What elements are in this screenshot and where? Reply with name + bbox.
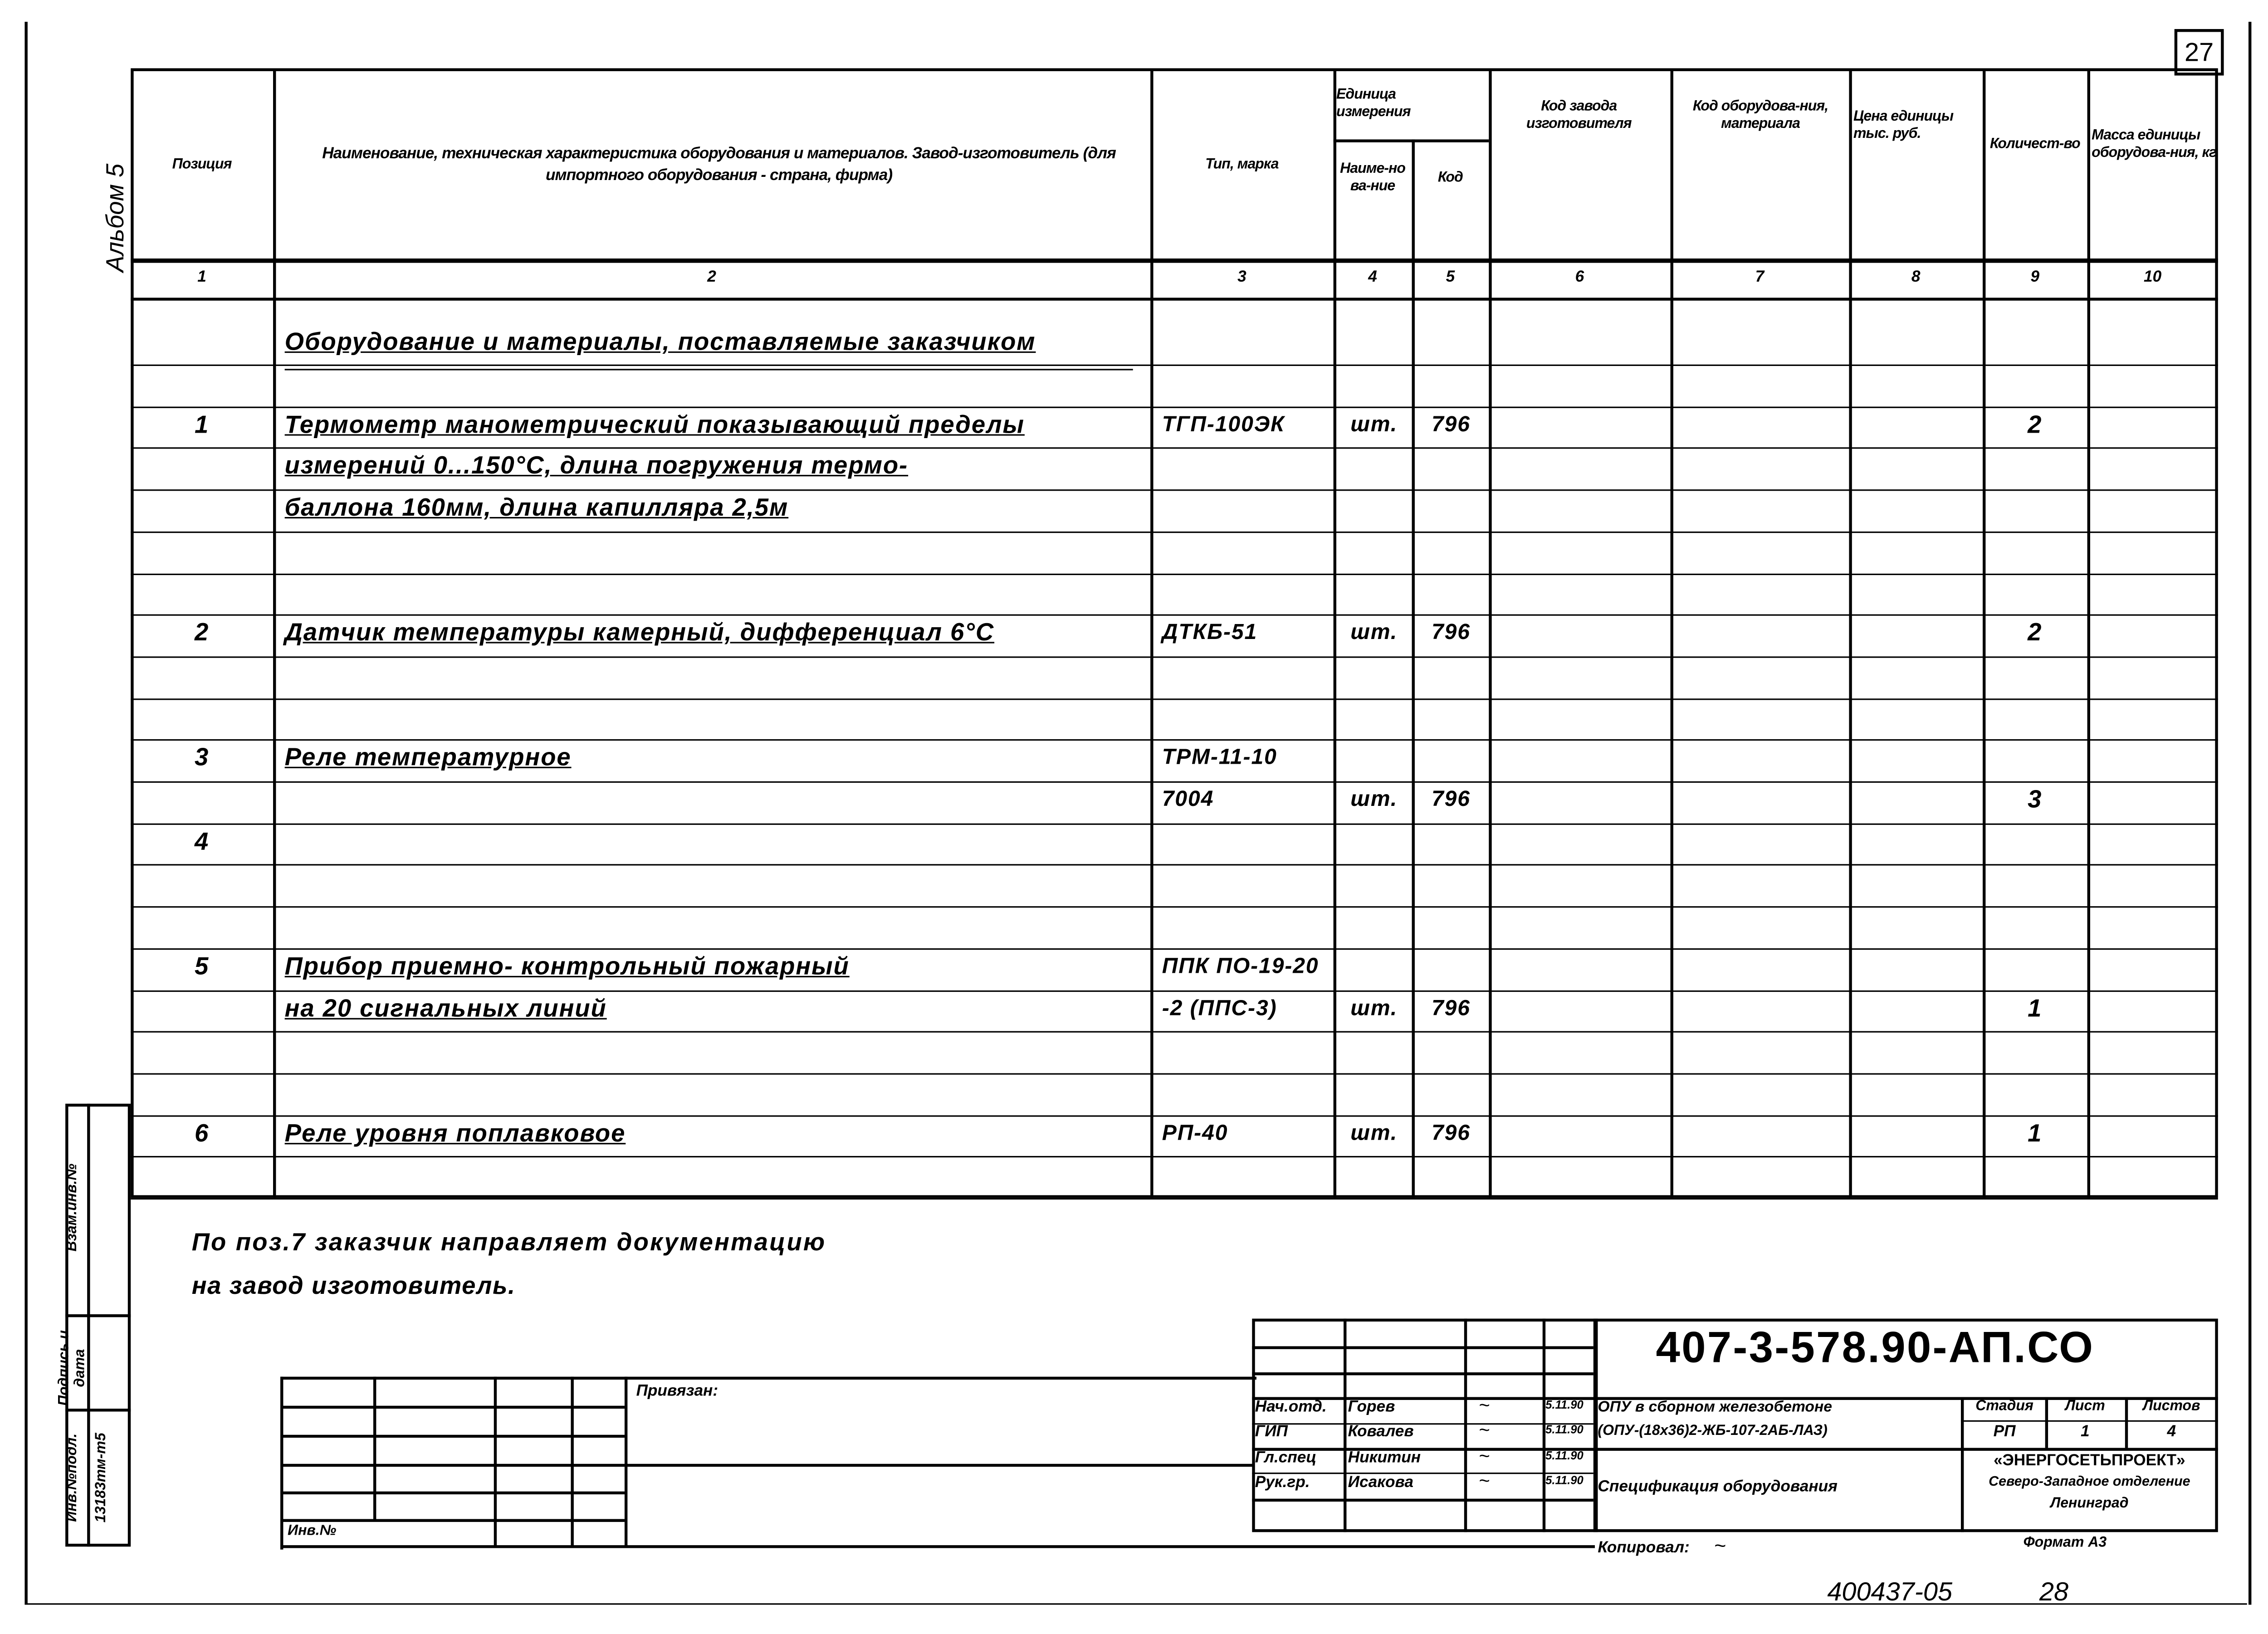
copied-by-label: Копировал: <box>1598 1539 1690 1557</box>
cell-code <box>1416 488 1486 529</box>
cell-unit: шт. <box>1350 995 1398 1020</box>
cell-qty <box>1983 863 2087 904</box>
cell-pos: 2 <box>194 619 210 647</box>
tb-line <box>1252 1346 1593 1349</box>
stage-value: РП <box>1993 1423 2016 1441</box>
cell-code <box>1416 946 1486 987</box>
stamp-inv-orig-value: 13183тм-т5 <box>93 1433 110 1523</box>
col-line <box>1334 68 1336 1198</box>
cell-unit: шт. <box>1350 620 1398 645</box>
header-type: Тип, марка <box>1205 156 1279 172</box>
header-unit-group: Единица измерения <box>1336 87 1411 121</box>
col-line <box>1489 68 1491 1198</box>
row-line <box>131 1156 2218 1158</box>
header-position: Позиция <box>172 156 232 172</box>
cell-unit <box>1339 905 1409 946</box>
cell-pos <box>131 488 273 529</box>
cell-unit <box>1339 738 1409 779</box>
cell-unit <box>1339 821 1409 862</box>
col-line <box>273 68 276 1198</box>
cell-pos <box>131 363 273 404</box>
project-line-2: (ОПУ-(18x36)2-ЖБ-107-2АБ-ЛАЗ) <box>1598 1423 1828 1439</box>
signatory-date: 5.11.90 <box>1545 1398 1584 1412</box>
header-mass: Масса единицы оборудова-ния, кг <box>2092 127 2216 161</box>
sheets-label: Листов <box>2143 1398 2200 1415</box>
cell-qty <box>1983 738 2087 779</box>
signature: ~ <box>1478 1469 1490 1492</box>
signatory-role: Нач.отд. <box>1255 1398 1327 1416</box>
section-title: Оборудование и материалы, поставляемые заказчиком <box>284 328 1036 356</box>
document-designation: 407-3-578.90-АП.СО <box>1656 1324 2095 1373</box>
cell-code <box>1416 697 1486 737</box>
cell-qty <box>1983 488 2087 529</box>
stamp-inv-orig: Инв.№подл. <box>64 1433 81 1522</box>
section-title-arrow <box>285 369 1133 370</box>
header-factory-code: Код завода изготовителя <box>1526 98 1632 132</box>
note-line-1: По поз.7 заказчик направляет документацию <box>191 1229 826 1256</box>
col-number: 5 <box>1446 268 1455 286</box>
cell-code <box>1416 530 1486 571</box>
binding-line <box>280 1435 625 1438</box>
cell-qty: 1 <box>2028 1119 2043 1147</box>
row-line <box>131 865 2218 866</box>
cell-pos <box>131 571 273 612</box>
cell-pos <box>131 988 273 1029</box>
binding-line <box>280 1464 1253 1467</box>
format-label: Формат А3 <box>2023 1535 2107 1551</box>
cell-code <box>1416 1030 1486 1071</box>
note-line-2: на завод изготовитель. <box>191 1272 516 1300</box>
cell-qty: 1 <box>2028 994 2043 1022</box>
row-line <box>131 365 2218 366</box>
frame-right-line <box>2248 22 2251 1605</box>
binding-line <box>625 1377 627 1547</box>
tb-line <box>1961 1420 2218 1422</box>
cell-qty <box>1983 446 2087 487</box>
cell-pos: 6 <box>194 1119 210 1147</box>
signatory-name: Исакова <box>1348 1473 1413 1492</box>
cell-qty <box>1983 363 2087 404</box>
cell-code <box>1416 905 1486 946</box>
project-line-1: ОПУ в сборном железобетоне <box>1598 1398 1833 1416</box>
cell-qty <box>1983 1030 2087 1071</box>
cell-name: на 20 сигнальных линий <box>284 994 607 1022</box>
row-line <box>131 906 2218 907</box>
row-line <box>131 1073 2218 1074</box>
signatory-date: 5.11.90 <box>1545 1449 1584 1462</box>
signatory-role: Гл.спец <box>1255 1449 1317 1466</box>
sheet-title: Спецификация оборудования <box>1598 1478 1838 1496</box>
signatory-role: Рук.гр. <box>1255 1473 1310 1492</box>
signatory-name: Горев <box>1348 1398 1395 1416</box>
cell-qty <box>1983 655 2087 696</box>
cell-unit <box>1339 863 1409 904</box>
cell-name: Реле уровня поплавковое <box>284 1119 626 1147</box>
cell-name: баллона 160мм, длина капилляра 2,5м <box>284 494 789 522</box>
cell-code: 796 <box>1432 412 1471 437</box>
col-number: 10 <box>2144 268 2162 286</box>
cell-unit <box>1339 655 1409 696</box>
cell-pos <box>131 863 273 904</box>
cell-code: 796 <box>1432 1120 1471 1146</box>
cell-pos <box>131 446 273 487</box>
cell-unit <box>1339 363 1409 404</box>
col-number: 2 <box>707 268 716 286</box>
cell-pos: 1 <box>194 410 210 439</box>
header-quantity: Количест-во <box>1989 137 2080 153</box>
cell-qty <box>1983 530 2087 571</box>
tb-line <box>1252 1499 1593 1502</box>
cell-pos <box>131 697 273 737</box>
signature: ~ <box>1478 1444 1490 1466</box>
copier-signature: ~ <box>1714 1533 1726 1557</box>
signatory-role: ГИП <box>1255 1424 1288 1441</box>
binding-line <box>280 1492 625 1494</box>
cell-code <box>1416 821 1486 862</box>
cell-type: РП-40 <box>1162 1120 1228 1146</box>
header-unit-code: Код <box>1437 170 1463 186</box>
row-line <box>131 298 2218 300</box>
signatory-date: 5.11.90 <box>1545 1424 1584 1437</box>
col-number: 3 <box>1237 268 1246 286</box>
cell-pos <box>131 1155 273 1196</box>
header-equipment-code: Код оборудова-ния, материала <box>1692 98 1828 132</box>
signature: ~ <box>1478 1394 1490 1416</box>
col-line <box>2087 68 2090 1198</box>
cell-pos <box>131 905 273 946</box>
cell-code <box>1416 1155 1486 1196</box>
binding-line <box>280 1545 1595 1548</box>
sheet-value: 1 <box>2080 1423 2090 1441</box>
cell-pos: 4 <box>194 827 210 855</box>
cell-unit: шт. <box>1350 787 1398 812</box>
cell-qty: 2 <box>2028 619 2043 647</box>
inv-label: Инв.№ <box>288 1523 337 1540</box>
cell-pos: 5 <box>194 952 210 980</box>
cell-pos <box>131 655 273 696</box>
cell-unit <box>1339 946 1409 987</box>
header-name: Наименование, техническая характеристика оборудования и материалов. Завод-изготовитель (для импортного оборудования - страна, фирма) <box>322 144 1116 184</box>
cell-unit <box>1339 488 1409 529</box>
cell-qty: 3 <box>2028 785 2043 814</box>
cell-type: -2 (ППС-3) <box>1162 995 1277 1020</box>
binding-label: Привязан: <box>636 1382 719 1400</box>
cell-name: Датчик температуры камерный, дифференциал 6°C <box>284 619 995 647</box>
binding-line <box>280 1519 625 1522</box>
col-number: 9 <box>2030 268 2040 286</box>
cell-type: ТРМ-11-10 <box>1162 745 1277 771</box>
org-name: «ЭНЕРГОСЕТЬПРОЕКТ» <box>1994 1452 2185 1470</box>
archive-number: 400437-05 <box>1827 1577 1953 1606</box>
cell-unit <box>1339 1072 1409 1112</box>
frame-left-line <box>24 22 27 1605</box>
stamp-replaced-inv: Взам.инв.№ <box>64 1163 81 1252</box>
header-price: Цена единицы тыс. руб. <box>1853 109 1954 142</box>
cell-qty <box>1983 821 2087 862</box>
cell-qty <box>1983 905 2087 946</box>
row-line <box>131 823 2218 824</box>
row-line <box>131 1198 2218 1200</box>
signatory-date: 5.11.90 <box>1545 1473 1584 1487</box>
binding-block <box>280 1377 1256 1550</box>
org-branch: Северо-Западное отделение <box>1989 1474 2190 1490</box>
row-line <box>131 531 2218 532</box>
cell-qty <box>1983 1072 2087 1112</box>
cell-name: измерений 0...150°C, длина погружения термо- <box>284 452 909 480</box>
page-number: 27 <box>2175 29 2224 75</box>
cell-code <box>1416 571 1486 612</box>
cell-pos <box>131 530 273 571</box>
row-line <box>131 656 2218 658</box>
cell-name: Прибор приемно- контрольный пожарный <box>284 952 850 980</box>
cell-pos <box>131 780 273 821</box>
cell-code: 796 <box>1432 995 1471 1020</box>
cell-code <box>1416 655 1486 696</box>
col-line <box>1671 68 1673 1198</box>
cell-unit: шт. <box>1350 412 1398 437</box>
cell-pos <box>131 1030 273 1071</box>
cell-qty <box>1983 571 2087 612</box>
cell-name: Термометр манометрический показывающий пределы <box>284 410 1025 439</box>
cell-unit <box>1339 530 1409 571</box>
cell-unit <box>1339 1030 1409 1071</box>
col-number: 8 <box>1911 268 1921 286</box>
album-label: Альбом 5 <box>102 163 129 272</box>
cell-code: 796 <box>1432 787 1471 812</box>
stamp-signature-date: Подпись и дата <box>56 1330 89 1406</box>
tb-line <box>1252 1372 1593 1375</box>
row-line <box>131 573 2218 574</box>
cell-unit <box>1339 1155 1409 1196</box>
col-number: 6 <box>1575 268 1584 286</box>
sheets-value: 4 <box>2167 1423 2176 1441</box>
cell-code <box>1416 446 1486 487</box>
binding-line <box>373 1377 376 1519</box>
cell-unit <box>1339 571 1409 612</box>
cell-code <box>1416 1072 1486 1112</box>
cell-code <box>1416 363 1486 404</box>
row-line <box>131 1031 2218 1033</box>
signatory-name: Ковалев <box>1348 1424 1414 1441</box>
cell-qty <box>1983 946 2087 987</box>
col-line <box>1849 68 1852 1198</box>
cell-type: ППК ПО-19-20 <box>1162 954 1319 979</box>
stage-label: Стадия <box>1975 1398 2033 1415</box>
cell-qty <box>1983 1155 2087 1196</box>
cell-type: 7004 <box>1162 787 1214 812</box>
cell-pos: 3 <box>194 744 210 772</box>
sheet-label: Лист <box>2065 1398 2105 1415</box>
cell-type: ТГП-100ЭК <box>1162 412 1285 437</box>
cell-pos <box>131 1072 273 1112</box>
binding-line <box>280 1406 625 1409</box>
header-unit-name: Наиме-нова-ние <box>1340 161 1406 195</box>
tb-line <box>1593 1319 1598 1532</box>
col-number: 1 <box>197 268 206 286</box>
cell-qty <box>1983 697 2087 737</box>
col-number: 7 <box>1755 268 1765 286</box>
cell-name: Реле температурное <box>284 744 572 772</box>
tb-line <box>1252 1423 1593 1424</box>
cell-code <box>1416 738 1486 779</box>
signatory-name: Никитин <box>1348 1449 1421 1466</box>
cell-code <box>1416 863 1486 904</box>
col-number: 4 <box>1368 268 1377 286</box>
cell-unit: шт. <box>1350 1120 1398 1146</box>
cell-code: 796 <box>1432 620 1471 645</box>
signature: ~ <box>1478 1419 1490 1441</box>
org-city: Ленинград <box>2050 1496 2129 1512</box>
cell-qty: 2 <box>2028 410 2043 439</box>
archive-page: 28 <box>2039 1577 2069 1606</box>
row-line <box>131 698 2218 699</box>
cell-unit <box>1339 697 1409 737</box>
cell-unit <box>1339 446 1409 487</box>
cell-type: ДТКБ-51 <box>1162 620 1258 645</box>
